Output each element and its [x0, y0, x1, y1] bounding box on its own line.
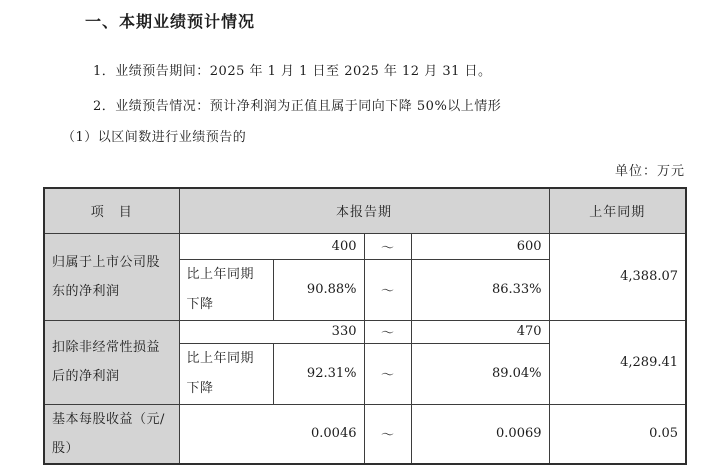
deducted-profit-item-label: 扣除非经常性损益后的净利润: [44, 320, 179, 404]
eps-prior-value: 0.05: [549, 404, 686, 464]
net-profit-pct-high: 86.33%: [411, 259, 549, 320]
deducted-profit-pct-low: 92.31%: [273, 343, 364, 404]
range-forecast-line: （1）以区间数进行业绩预告的: [62, 130, 247, 145]
eps-high: 0.0069: [411, 404, 549, 464]
section-title: 一、本期业绩预计情况: [85, 12, 256, 31]
eps-item-label: 基本每股收益（元/股）: [44, 404, 179, 464]
header-prior-period: 上年同期: [549, 188, 686, 233]
net-profit-item-label: 归属于上市公司股东的净利润: [44, 233, 179, 320]
tilde-separator: ～: [364, 320, 411, 343]
net-profit-prior-value: 4,388.07: [549, 233, 686, 320]
deducted-profit-prior-value: 4,289.41: [549, 320, 686, 404]
tilde-separator: ～: [364, 259, 411, 320]
deducted-profit-pct-high: 89.04%: [411, 343, 549, 404]
tilde-separator: ～: [364, 404, 411, 464]
tilde-separator: ～: [364, 233, 411, 259]
deducted-profit-compare-label: 比上年同期下降: [179, 343, 273, 404]
deducted-profit-range-high: 470: [411, 320, 549, 343]
eps-row: [44, 404, 686, 464]
net-profit-range-low: 400: [179, 233, 364, 259]
forecast-period-line: 1．业绩预告期间：2025 年 1 月 1 日至 2025 年 12 月 31 日。: [93, 64, 492, 79]
performance-forecast-table: [43, 187, 687, 465]
unit-label: 单位：万元: [614, 164, 685, 179]
eps-low: 0.0046: [179, 404, 364, 464]
net-profit-compare-label: 比上年同期下降: [179, 259, 273, 320]
net-profit-range-row: [44, 233, 686, 259]
table-header-row: [44, 188, 686, 233]
net-profit-pct-low: 90.88%: [273, 259, 364, 320]
tilde-separator: ～: [364, 343, 411, 404]
net-profit-range-high: 600: [411, 233, 549, 259]
deducted-profit-range-row: [44, 320, 686, 343]
header-current-period: 本报告期: [179, 188, 549, 233]
forecast-situation-line: 2．业绩预告情况：预计净利润为正值且属于同向下降 50%以上情形: [93, 99, 502, 114]
deducted-profit-range-low: 330: [179, 320, 364, 343]
header-item: 项 目: [44, 188, 179, 233]
